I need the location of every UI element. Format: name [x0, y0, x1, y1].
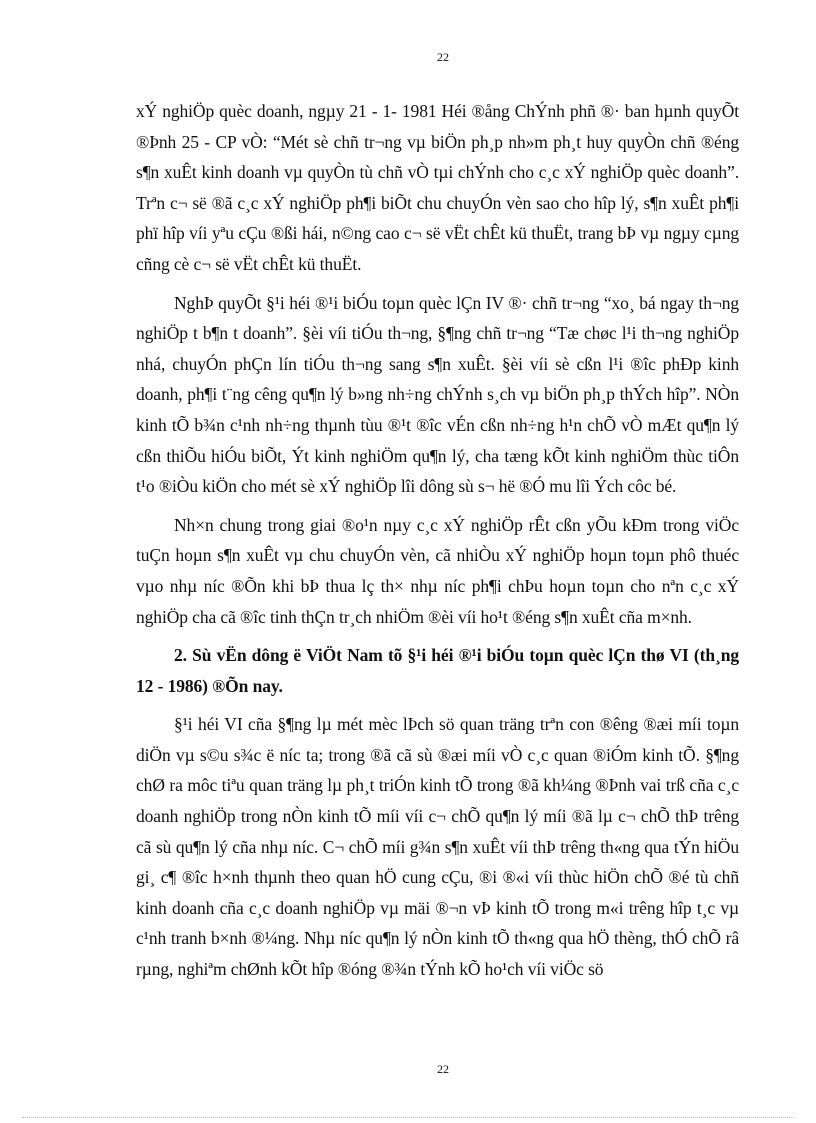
paragraph-3: Nh×n chung trong giai ®o¹n nµy c¸c xÝ nghiÖp rÊt cßn yÕu kÐm trong viÖc tuÇn hoµn s¶n xuÊt vµ chu chuyÓn vèn, cã nhiÒu xÝ nghiÖp hoµn toµn phô thuéc vµo nhµ níc ®Õn khi bÞ thua lç th× nhµ níc ph¶i chÞu hoµn toµn cho nªn c¸c xÝ nghiÖp cha cã ®îc tinh thÇn tr¸ch nhiÖm ®èi víi ho¹t ®éng s¶n xuÊt cña m×nh. — [136, 514, 739, 627]
page-bottom-divider — [22, 1117, 794, 1118]
page-number-top: 22 — [437, 50, 449, 64]
paragraph-1: xÝ nghiÖp quèc doanh, ngµy 21 - 1- 1981 Héi ®ång ChÝnh phñ ®· ban hµnh quyÕt ®Þnh 25 - CP vÒ: “Mét sè chñ tr¬ng vµ biÖn ph¸p nh»m ph¸t huy quyÒn chñ ®éng s¶n xuÊt kinh doanh vµ quyÒn tù chñ vÒ tµi chÝnh cho c¸c xÝ nghiÖp quèc doanh”. Trªn c¬ së ®ã c¸c xÝ nghiÖp ph¶i biÕt chu chuyÓn vèn sao cho hîp lý, s¶n xuÊt ph¶i phï hîp víi yªu cÇu ®ßi hái, n©ng cao c¬ së vËt chÊt kü thuËt, trang bÞ vµ ngµy cµng cñng cè c¬ së vËt chÊt kü thuËt. — [136, 101, 739, 274]
paragraph-4: §¹i héi VI cña §¶ng lµ mét mèc lÞch sö quan träng trªn con ®êng ®æi míi toµn diÖn vµ s©u s¾c ë níc ta; trong ®ã cã sù ®æi míi vÒ c¸c quan ®iÓm kinh tÕ. §¶ng chØ ra môc tiªu quan träng lµ ph¸t triÓn kinh tÕ trong ®ã kh¼ng ®Þnh vai trß cña c¸c doanh nghiÖp trong nÒn kinh tÕ míi víi c¬ chÕ qu¶n lý míi ®ã lµ c¬ chÕ thÞ trêng cã sù qu¶n lý cña nhµ níc. C¬ chÕ míi g¾n s¶n xuÊt víi thÞ trêng th«ng qua tÝn hiÖu gi¸ c¶ ®îc h×nh thµnh theo quan hÖ cung cÇu, ®i ®«i víi thùc hiÖn chÕ ®é tù chñ kinh doanh cña c¸c doanh nghiÖp vµ mäi ®¬n vÞ kinh tÕ trong m«i trêng hîp t¸c vµ c¹nh tranh b×nh ®¼ng. Nhµ níc qu¶n lý nÒn kinh tÕ th«ng qua hÖ thèng, thÓ chÕ râ rµng, nghiªm chØnh kÕt hîp ®óng ®¾n tÝnh kÕ ho¹ch víi viÖc sö — [136, 714, 739, 980]
page-number-bottom: 22 — [437, 1062, 449, 1076]
paragraph-2: NghÞ quyÕt §¹i héi ®¹i biÓu toµn quèc lÇn IV ®· chñ tr¬ng “xo¸ bá ngay th¬ng nghiÖp t b¶n t doanh”. §èi víi tiÓu th¬ng, §¶ng chñ tr¬ng “Tæ chøc l¹i th¬ng nghiÖp nhá, chuyÓn phÇn lín tiÓu th¬ng sang s¶n xuÊt. §èi víi sè cßn l¹i ®îc phÐp kinh doanh, ph¶i t¨ng cêng qu¶n lý b»ng nh÷ng chÝnh s¸ch vµ biÖn ph¸p thÝch hîp”. NÒn kinh tÕ b¾n c¹nh nh÷ng thµnh tùu ®¹t ®îc vÉn cßn nh÷ng h¹n chÕ vÒ mÆt qu¶n lý cßn thiÕu hiÓu biÕt, Ýt kinh nghiÖm qu¶n lý, cha tæng kÕt kinh nghiÖm thùc tiÔn t¹o ®iÒu kiÖn cho mét sè xÝ nghiÖp lîi dông sù s¬ hë ®Ó mu lîi Ých côc bé. — [136, 292, 739, 497]
document-body — [136, 96, 739, 993]
section-heading: 2. Sù vËn dông ë ViÖt Nam tõ §¹i héi ®¹i biÓu toµn quèc lÇn thø VI (th¸ng 12 - 1986) ®Õn nay. — [136, 645, 739, 696]
